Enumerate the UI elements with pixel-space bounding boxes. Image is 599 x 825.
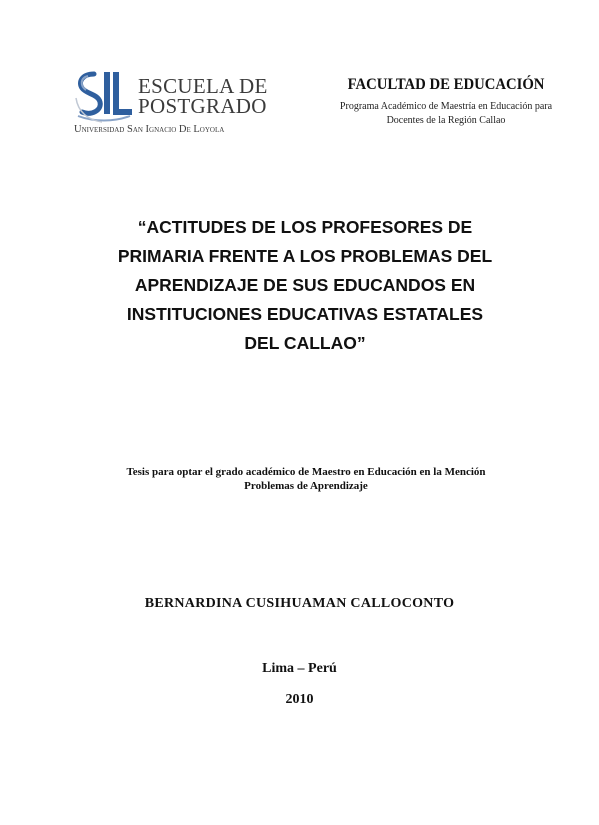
degree-statement — [96, 465, 516, 493]
thesis-title-line: APRENDIZAJE DE SUS EDUCANDOS EN — [134, 275, 476, 295]
sil-emblem-icon — [74, 68, 134, 124]
logo-university-name: Universidad San Ignacio De Loyola — [74, 124, 225, 135]
thesis-title — [90, 213, 520, 358]
faculty-title: FACULTAD DE EDUCACIÓN — [347, 76, 545, 93]
logo-escuela-text: ESCUELA DE — [138, 74, 268, 98]
logo-postgrado-text: POSTGRADO — [138, 94, 267, 118]
faculty-header — [321, 76, 571, 128]
thesis-title-line: “ACTITUDES DE LOS PROFESORES DE — [137, 217, 473, 237]
thesis-title-line: PRIMARIA FRENTE A LOS PROBLEMAS DEL — [117, 246, 493, 266]
place: Lima – Perú — [262, 661, 337, 676]
faculty-program-line1: Programa Académico de Maestría en Educación para — [339, 101, 553, 112]
year: 2010 — [285, 692, 314, 707]
thesis-title-line: INSTITUCIONES EDUCATIVAS ESTATALES — [126, 304, 484, 324]
author-name: BERNARDINA CUSIHUAMAN CALLOCONTO — [144, 596, 455, 611]
faculty-program — [321, 100, 571, 128]
university-logo — [74, 66, 268, 142]
thesis-title-line: DEL CALLAO” — [244, 333, 366, 353]
degree-line: Tesis para optar el grado académico de Maestro en Educación en la Mención — [126, 466, 486, 478]
faculty-program-line2: Docentes de la Región Callao — [386, 115, 506, 126]
degree-line: Problemas de Aprendizaje — [244, 480, 368, 492]
